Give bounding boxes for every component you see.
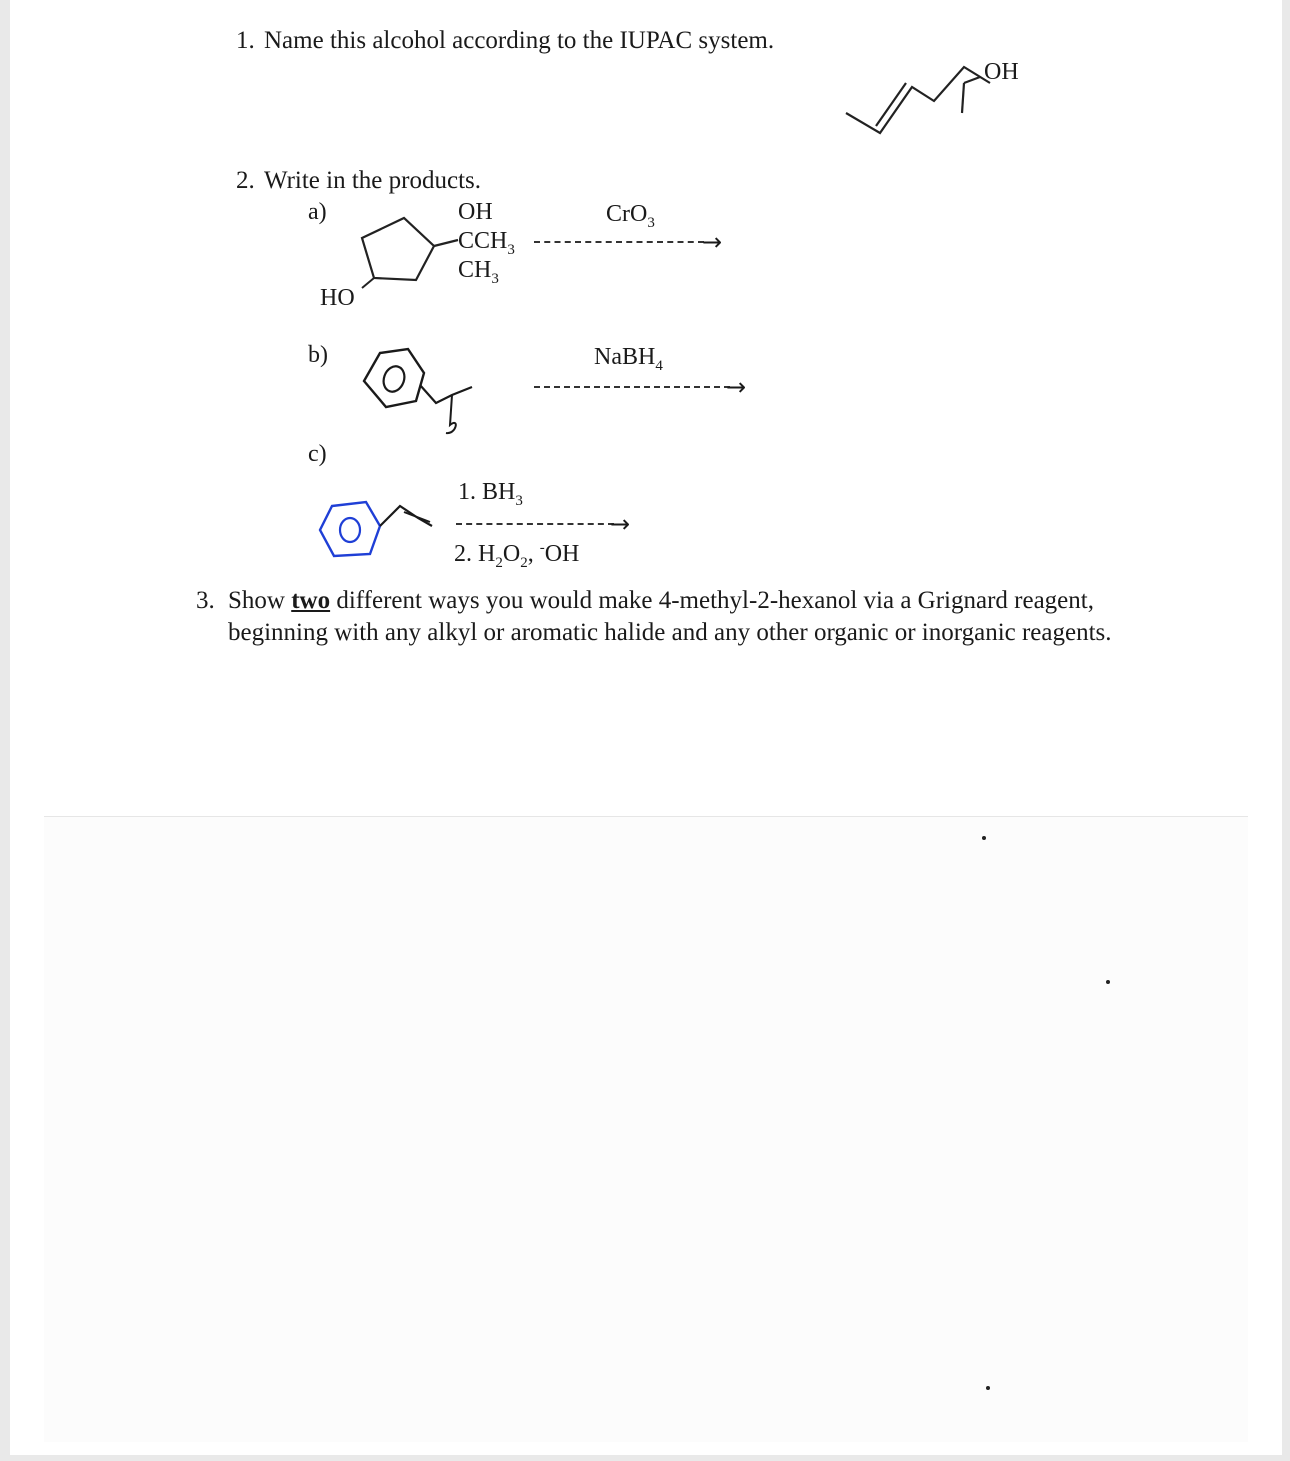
- part-a-ho: HO: [320, 285, 355, 311]
- blank-answer-area: [44, 816, 1248, 1442]
- part-b-arrow: [534, 386, 730, 388]
- speck: [986, 1386, 990, 1390]
- part-a-ch3: $CH_3$: [458, 257, 499, 287]
- part-c-step1: 1. $BH_3$: [458, 479, 523, 509]
- part-c-arrow: [456, 523, 614, 525]
- speck: [982, 836, 986, 840]
- part-c-step2: 2. $H_2O_2$, -OH: [454, 540, 580, 571]
- question-1: 1. Name this alcohol according to the IUPAC system.: [236, 27, 775, 54]
- speck: [1106, 980, 1110, 984]
- part-a-oh: OH: [458, 199, 493, 225]
- part-a-arrow: [534, 241, 704, 243]
- part-a-cch3: $CCH_3$: [458, 228, 515, 258]
- question-3: 3. Show two different ways you would make 4-methyl-2-hexanol via a Grignard reagent,: [196, 587, 1094, 614]
- part-a-label: a): [308, 199, 327, 225]
- part-a-reagent: CrO$_3$: [606, 201, 655, 231]
- arrow-right-icon: →: [702, 228, 723, 256]
- part-b-label: b): [308, 342, 328, 368]
- part-a-cyclopentane: [352, 210, 462, 295]
- arrow-right-icon: →: [726, 373, 747, 401]
- question-2: 2. Write in the products.: [236, 167, 481, 194]
- part-b-cyclohexanone-drawing: [360, 345, 490, 445]
- q1-oh-label: OH: [984, 59, 1019, 85]
- part-c-styrene-drawing: [318, 500, 448, 562]
- arrow-right-icon: →: [610, 510, 631, 538]
- part-b-reagent: NaBH$_4$: [594, 344, 663, 374]
- part-c-label: c): [308, 441, 327, 467]
- question-3-line-2: beginning with any alkyl or aromatic halide and any other organic or inorganic reagents.: [228, 619, 1112, 646]
